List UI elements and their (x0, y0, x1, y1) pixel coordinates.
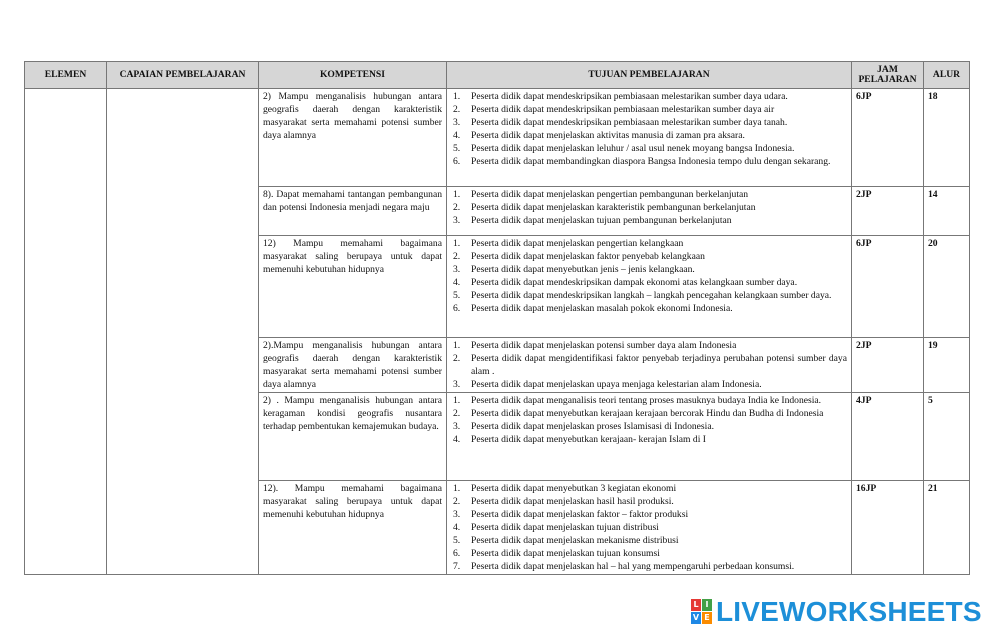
kompetensi-cell: 2).Mampu menganalisis hubungan antara geografis daerah dengan karakteristik masyarakat serta memahami potensi sumber daya alamnya (259, 338, 447, 393)
tujuan-item-number: 7. (453, 561, 461, 572)
tujuan-item (451, 534, 847, 547)
tujuan-item-number: 2. (453, 251, 461, 262)
tujuan-item-text: Peserta didik dapat menjelaskan potensi sumber daya alam Indonesia (471, 340, 737, 351)
alur-cell: 5 (924, 393, 970, 481)
jam-cell: 16JP (852, 481, 924, 575)
tujuan-list (451, 394, 847, 446)
jam-cell: 4JP (852, 393, 924, 481)
capaian-cell (107, 89, 259, 575)
alur-cell: 20 (924, 236, 970, 338)
tujuan-item (451, 90, 847, 103)
tujuan-item-number: 4. (453, 522, 461, 533)
tujuan-cell (447, 89, 852, 187)
tujuan-item-number: 5. (453, 535, 461, 546)
brand-name: LIVEWORKSHEETS (716, 596, 982, 627)
tujuan-item (451, 155, 847, 168)
tujuan-item-text: Peserta didik dapat menjelaskan mekanisme distribusi (471, 535, 679, 546)
tujuan-item-number: 6. (453, 156, 461, 167)
tujuan-item (451, 250, 847, 263)
jam-cell: 6JP (852, 89, 924, 187)
tujuan-item (451, 560, 847, 573)
jam-cell: 6JP (852, 236, 924, 338)
tujuan-item-text: Peserta didik dapat menjelaskan upaya menjaga kelestarian alam Indonesia. (471, 379, 762, 390)
tujuan-item-number: 2. (453, 408, 461, 419)
tujuan-item (451, 302, 847, 315)
tujuan-item-number: 4. (453, 277, 461, 288)
tujuan-cell (447, 393, 852, 481)
tujuan-item-text: Peserta didik dapat menjelaskan masalah pokok ekonomi Indonesia. (471, 303, 733, 314)
tujuan-item-text: Peserta didik dapat menjelaskan pengertian kelangkaan (471, 238, 684, 249)
tujuan-item-text: Peserta didik dapat menjelaskan pengertian pembangunan berkelanjutan (471, 189, 749, 200)
tujuan-item-text: Peserta didik dapat menganalisis teori tentang proses masuknya budaya India ke Indonesia. (471, 395, 822, 406)
tujuan-list (451, 339, 847, 391)
table-row (25, 89, 970, 187)
tujuan-item-number: 1. (453, 483, 461, 494)
tujuan-item-number: 1. (453, 238, 461, 249)
tujuan-item (451, 129, 847, 142)
tujuan-item (451, 188, 847, 201)
tujuan-item-number: 1. (453, 91, 461, 102)
tujuan-cell (447, 236, 852, 338)
jam-cell: 2JP (852, 338, 924, 393)
tujuan-item-number: 6. (453, 548, 461, 559)
tujuan-item-text: Peserta didik dapat menjelaskan proses Islamisasi di Indonesia. (471, 421, 714, 432)
tujuan-item (451, 495, 847, 508)
tujuan-item-number: 6. (453, 303, 461, 314)
header-kompetensi: KOMPETENSI (259, 62, 447, 89)
tujuan-item-number: 5. (453, 143, 461, 154)
kompetensi-cell: 8). Dapat memahami tantangan pembangunan dan potensi Indonesia menjadi negara maju (259, 187, 447, 236)
tujuan-item-number: 3. (453, 379, 461, 390)
tujuan-item-number: 2. (453, 202, 461, 213)
tujuan-item-text: Peserta didik dapat menjelaskan faktor – faktor produksi (471, 509, 689, 520)
tujuan-item-text: Peserta didik dapat menjelaskan karakteristik pembangunan berkelanjutan (471, 202, 756, 213)
tujuan-list (451, 188, 847, 227)
logo-letter-block: V (692, 613, 700, 622)
kompetensi-cell: 2) . Mampu menganalisis hubungan antara keragaman kondisi geografis nusantara terhadap pembentukan kemajemukan budaya. (259, 393, 447, 481)
tujuan-item-number: 2. (453, 496, 461, 507)
alur-cell: 19 (924, 338, 970, 393)
tujuan-item-text: Peserta didik dapat menjelaskan tujuan pembangunan berkelanjutan (471, 215, 732, 226)
logo-letter-block: L (691, 599, 701, 611)
tujuan-item-text: Peserta didik dapat membandingkan diaspora Bangsa Indonesia tempo dulu dengan sekarang. (471, 156, 831, 167)
liveworksheets-logo-icon (691, 599, 713, 625)
tujuan-item (451, 116, 847, 129)
tujuan-item-number: 2. (453, 104, 461, 115)
tujuan-item-text: Peserta didik dapat menjelaskan hasil hasil produksi. (471, 496, 674, 507)
tujuan-list (451, 237, 847, 315)
jam-cell: 2JP (852, 187, 924, 236)
tujuan-item-text: Peserta didik dapat menjelaskan aktivitas manusia di zaman pra aksara. (471, 130, 745, 141)
tujuan-item (451, 263, 847, 276)
tujuan-item (451, 407, 847, 420)
tujuan-item-number: 1. (453, 189, 461, 200)
tujuan-item (451, 394, 847, 407)
alur-cell: 18 (924, 89, 970, 187)
tujuan-list (451, 90, 847, 168)
tujuan-item (451, 289, 847, 302)
tujuan-item (451, 339, 847, 352)
tujuan-item (451, 103, 847, 116)
tujuan-item (451, 276, 847, 289)
tujuan-item (451, 433, 847, 446)
header-jam: JAM PELAJARAN (852, 62, 924, 89)
elemen-cell (25, 89, 107, 575)
tujuan-item-number: 3. (453, 215, 461, 226)
tujuan-item-number: 5. (453, 290, 461, 301)
tujuan-item-number: 3. (453, 509, 461, 520)
tujuan-item-text: Peserta didik dapat menjelaskan tujuan distribusi (471, 522, 659, 533)
header-elemen: ELEMEN (25, 62, 107, 89)
kompetensi-cell: 12). Mampu memahami bagaimana masyarakat saling berupaya untuk dapat memenuhi kebutuhan hidupnya (259, 481, 447, 575)
tujuan-cell (447, 187, 852, 236)
tujuan-item-text: Peserta didik dapat menyebutkan 3 kegiatan ekonomi (471, 483, 677, 494)
header-capaian: CAPAIAN PEMBELAJARAN (107, 62, 259, 89)
liveworksheets-brand (691, 597, 982, 627)
tujuan-item-text: Peserta didik dapat menjelaskan hal – hal yang mempengaruhi perbedaan konsumsi. (471, 561, 795, 572)
alur-cell: 14 (924, 187, 970, 236)
curriculum-table (24, 61, 970, 575)
kompetensi-cell: 12) Mampu memahami bagaimana masyarakat saling berupaya untuk dapat memenuhi kebutuhan hidupnya (259, 236, 447, 338)
tujuan-item-text: Peserta didik dapat mendeskripsikan pembiasaan melestarikan sumber daya tanah. (471, 117, 788, 128)
alur-cell: 21 (924, 481, 970, 575)
tujuan-item (451, 482, 847, 495)
tujuan-item-text: Peserta didik dapat mendeskripsikan langkah – langkah pencegahan kelangkaan sumber daya. (471, 290, 832, 301)
tujuan-item-number: 1. (453, 395, 461, 406)
tujuan-item-number: 3. (453, 117, 461, 128)
tujuan-item-text: Peserta didik dapat menyebutkan kerajaan- kerajan Islam di I (471, 434, 706, 445)
tujuan-item-text: Peserta didik dapat menyebutkan kerajaan kerajaan bercorak Hindu dan Budha di Indonesia (471, 408, 824, 419)
tujuan-item-number: 3. (453, 264, 461, 275)
logo-letter-block: I (702, 599, 712, 611)
logo-letter-block: E (702, 612, 712, 624)
tujuan-list (451, 482, 847, 573)
tujuan-item-text: Peserta didik dapat mendeskripsikan pembiasaan melestarikan sumber daya air (471, 104, 775, 115)
tujuan-item (451, 214, 847, 227)
tujuan-item-text: Peserta didik dapat menjelaskan tujuan konsumsi (471, 548, 660, 559)
tujuan-item-number: 2. (453, 353, 461, 364)
tujuan-item-number: 3. (453, 421, 461, 432)
tujuan-item-number: 1. (453, 340, 461, 351)
tujuan-item-number: 4. (453, 130, 461, 141)
tujuan-item-text: Peserta didik dapat mendeskripsikan pembiasaan melestarikan sumber daya udara. (471, 91, 788, 102)
tujuan-item-text: Peserta didik dapat mendeskripsikan dampak ekonomi atas kelangkaan sumber daya. (471, 277, 798, 288)
tujuan-item-text: Peserta didik dapat menyebutkan jenis – jenis kelangkaan. (471, 264, 695, 275)
header-tujuan: TUJUAN PEMBELAJARAN (447, 62, 852, 89)
tujuan-item (451, 237, 847, 250)
tujuan-item (451, 508, 847, 521)
tujuan-item-text: Peserta didik dapat menjelaskan faktor penyebab kelangkaan (471, 251, 705, 262)
tujuan-item (451, 420, 847, 433)
header-row (25, 62, 970, 89)
tujuan-item (451, 547, 847, 560)
tujuan-item (451, 378, 847, 391)
header-alur: ALUR (924, 62, 970, 89)
tujuan-item-text: Peserta didik dapat menjelaskan leluhur / asal usul nenek moyang bangsa Indonesia. (471, 143, 795, 154)
tujuan-item (451, 521, 847, 534)
tujuan-item-text: Peserta didik dapat mengidentifikasi faktor penyebab terjadinya perubahan potensi sumber daya alam . (471, 353, 847, 377)
tujuan-item-number: 4. (453, 434, 461, 445)
tujuan-cell (447, 338, 852, 393)
tujuan-cell (447, 481, 852, 575)
tujuan-item (451, 352, 847, 378)
kompetensi-cell: 2) Mampu menganalisis hubungan antara geografis daerah dengan karakteristik masyarakat serta memahami potensi sumber daya alamnya (259, 89, 447, 187)
tujuan-item (451, 201, 847, 214)
tujuan-item (451, 142, 847, 155)
